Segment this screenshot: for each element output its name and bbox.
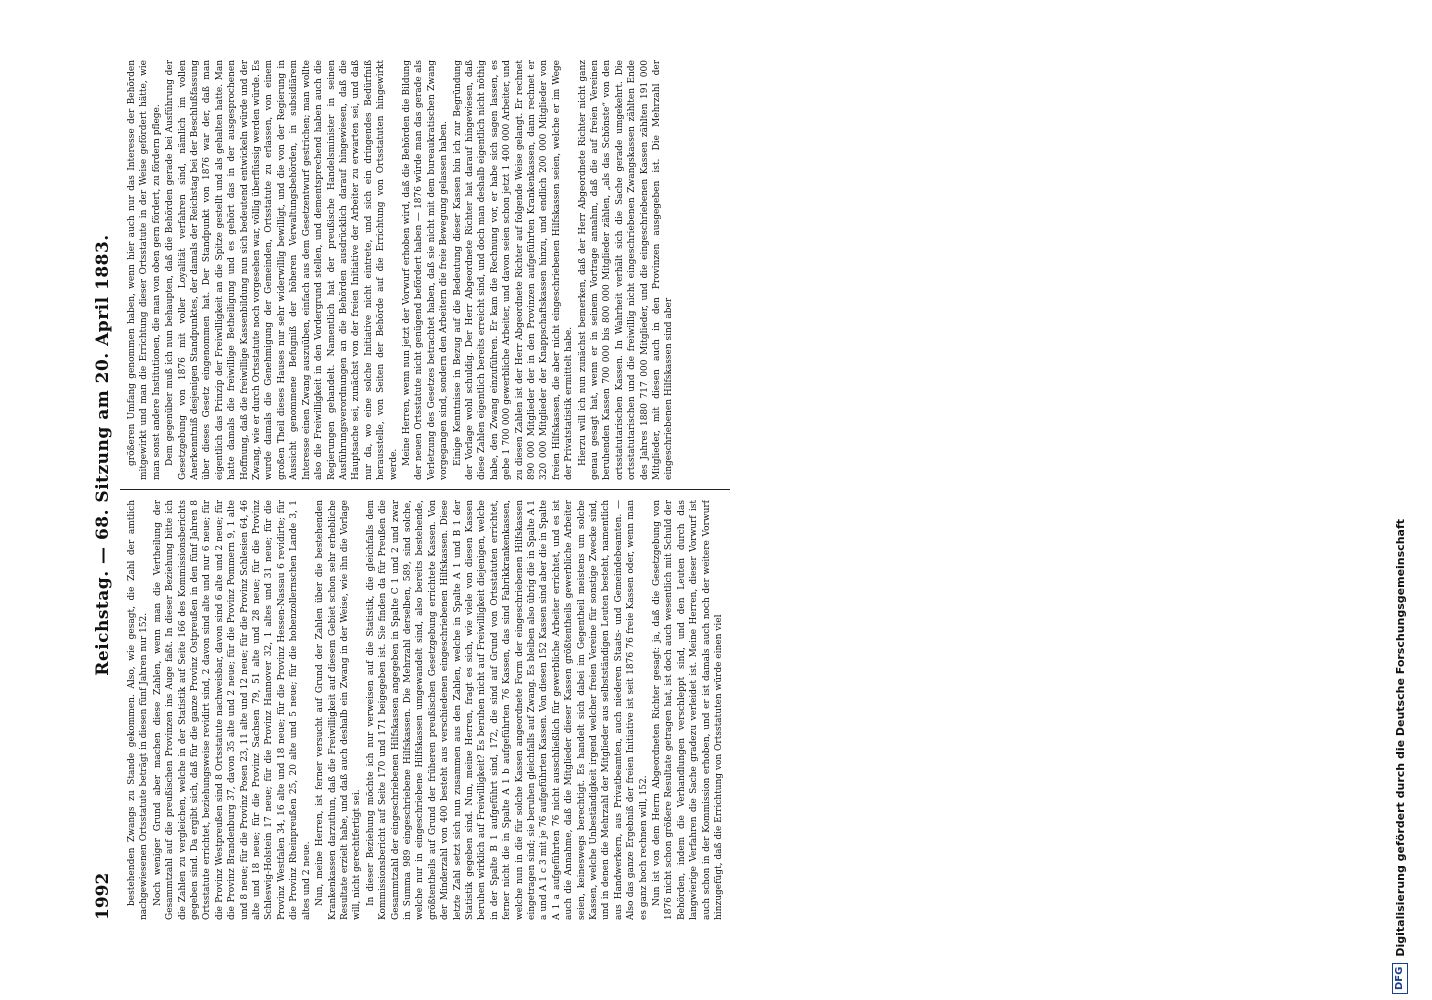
digitization-footer <box>1390 394 1410 994</box>
text-column-right <box>126 60 726 480</box>
paragraph: Noch weniger Grund aber machen diese Zahlen, wenn man die Vertheilung der Gesammtzahl auf die preußischen Provinzen ins Auge faßt. In dieser Beziehung bitte ich die Zahlen zu vergleichen, welche in der Statistik auf Seite 166 des Kommissionsberichts gegeben sind. Da ergibt sich, daß für die ganze Provinz Ostpreußen in den fünf Jahren 8 Ortsstatute errichtet, beziehungsweise revidirt sind, 2 davon sind alte und nur 6 neue; für die Provinz Westpreußen sind 8 Ortsstatute nachweisbar, davon sind 6 alte und 2 neue; für die Provinz Brandenburg 37, davon 35 alte und 2 neue; für die Provinz Pommern 9, 1 alte und 8 neue; für die Provinz Posen 23, 11 alte und 12 neue; für die Provinz Schlesien 64, 46 alte und 18 neue; für die Provinz Sachsen 79, 51 alte und 28 neue; für die Provinz Schleswig-Holstein 17 neue; für die Provinz Hannover 32, 1 altes und 31 neue; für die Provinz Westfalen 34, 16 alte und 18 neue; für die Provinz Hessen-Nassau 6 revidirte; für die Provinz Rheinpreußen 25, 20 alte und 5 neue; für die hohenzollernschen Lande 3, 1 altes und 2 neue. <box>152 500 312 920</box>
paragraph: Hierzu will ich nun zunächst bemerken, daß der Herr Abgeordnete Richter nicht ganz genau gesagt hat, wenn er in seinem Vortrage annahm, daß die auf freien Vereinen beruhenden Kassen 700 000 bis 800 000 Mitglieder zählen, „als das Schönste“ von den ortsstatutarischen Kassen. In Wahrheit verhält sich die Sache gerade umgekehrt. Die ortsstatutarischen und die freiwillig nicht eingeschriebenen Zwangskassen zählten Ende des Jahres 1880 717 000 Mitglieder, und die eingeschriebenen Kassen zählten 191 000 Mitglieder, mit diesen auch in den Provinzen ausgegeben ist. Die Mehrzahl der eingeschriebenen Hilfskassen sind aber <box>577 60 675 480</box>
paragraph: Einige Kenntnisse in Bezug auf die Bedeutung dieser Kassen bin ich zur Begründung der Vorlage wohl schuldig. Der Herr Abgeordnete Richter hat darauf hingewiesen, daß diese Zahlen eigentlich bereits erreicht sind, und doch man deshalb eigentlich nicht nöthig habe, den Zwang einzuführen. Er kam die Rechnung vor, er habe sich sagen lassen, es gebe 1 700 000 gewerbliche Arbeiter, und davon seien schon jetzt 1 400 000 Arbeiter, und zu diesen Zahlen ist der Herr Abgeordnete Richter auf folgende Weise gelangt. Er rechnet 890 000 Mitglieder der in den Provinzen aufgeführten Krankenkassen, dann rechnet er 320 000 Mitglieder der Knappschaftskassen hinzu, und endlich 200 000 Mitglieder von freien Hilfskassen, die aber nicht eingeschriebenen Hilfskassen seien, welche er im Wege der Privatstatistik ermittelt habe. <box>452 60 575 480</box>
footer-text: Digitalisierung gefördert durch die Deutsche Forschungsgemeinschaft <box>1393 518 1407 957</box>
paragraph: In dieser Beziehung möchte ich nur verweisen auf die Statistik, die gleichfalls dem Kommissionsbericht auf Seite 170 und 171 beigegeben ist. Sie finden da für Preußen die Gesammtzahl der eingeschriebenen Hilfskassen angegeben in Spalte C 1 und 2 und zwar in Summa 989 eingeschriebene Hilfskassen. Die Mehrzahl derselben, 589, sind solche, welche nur in eingeschriebene Hilfskassen umgewandelt sind, also bereits bestehende, größtentheils auf Grund der früheren preußischen Gesetzgebung errichtete Kassen. Von der Minderzahl von 400 besteht aus verschiedenen eingeschriebenen Hilfskassen. Diese letzte Zahl setzt sich nun zusammen aus den Zahlen, welche in Spalte A 1 und B 1 der Statistik gegeben sind. Nun, meine Herren, fragt es sich, wie viele von diesen Kassen beruhen wirklich auf Freiwilligkeit? Es beruhen nicht auf Freiwilligkeit diejenigen, welche in der Spalte B 1 aufgeführt sind, 172, die sind auf Grund von Ortsstatuten errichtet, ferner nicht die in Spalte A 1 b aufgeführten 76 Kassen, das sind Fabrikkrankenkassen, welche nun in die für solche Kassen angeordnete Form der eingeschriebenen Hilfskassen eingetragen sind; sie beruhen gleichfalls auf Zwang. Es bleiben also übrig die in Spalte A 1 a und A 1 c 3 mit je 76 aufgeführten Kassen. Von diesen 152 Kassen sind aber die in Spalte A 1 a aufgeführten 76 nicht ausschließlich für gewerbliche Arbeiter errichtet, und es ist auch die Annahme, daß die Mitglieder dieser Kassen größtentheils gewerbliche Arbeiter seien, keineswegs berechtigt. Es handelt sich dabei im Gegentheil meistens um solche Kassen, welche Unbeständigkeit irgend welcher freien Vereine für sonstige Zwecke sind, und in denen die Mehrzahl der Mitglieder aus selbstständigen Leuten besteht, namentlich aus Handwerkern, aus Privatbeamten, auch niederen Staats- und Gemeindebeamten. — Also das ganze Ergebniß der freien Initiative ist seit 1876 76 freie Kassen oder, wenn man es ganz hoch rechnen will, 152. <box>365 500 649 920</box>
dfg-logo: DFG <box>1392 963 1408 994</box>
column-divider <box>120 489 730 490</box>
paragraph: Nun, meine Herren, ist ferner versucht auf Grund der Zahlen über die bestehenden Krankenkassen darzuthun, daß die Freiwilligkeit auf diesem Gebiet schon sehr erhebliche Resultate erzielt habe, und daß auch deshalb ein Zwang in der Weise, wie ihn die Vorlage will, nicht gerechtfertigt sei. <box>315 500 363 920</box>
paragraph: größeren Umfang genommen haben, wenn hier auch nur das Interesse der Behörden mitgewirkt und man die Errichtung dieser Ortsstatute in der Weise gefördert hätte, wie man sonst andere Institutionen, die man von oben gern fördert, zu fördern pflege. <box>127 60 162 480</box>
paragraph: bestehenden Zwangs zu Stande gekommen. Also, wie gesagt, die Zahl der amtlich nachgewiesenen Ortsstatute beträgt in diesen fünf Jahren nur 152. <box>127 500 150 920</box>
page-number: 1992 <box>93 872 113 920</box>
page-header <box>90 60 116 920</box>
page-title: Reichstag. — 68. Sitzung am 20. April 1883. <box>93 234 113 676</box>
text-column-left <box>126 500 726 920</box>
paragraph: Nun ist von dem Herrn Abgeordneten Richter gesagt: ja, daß die Gesetzgebung von 1876 nicht schon größere Resultate getragen hat, ist doch auch wesentlich mit Schuld der Behörden, indem die Verhandlungen verschleppt sind, und den Leuten durch das langwierige Verfahren die Sache gradezu verleidet ist. Meine Herren, dieser Vorwurf ist auch schon in der Kommission erhoben, und er ist damals auch noch der weitere Vorwurf hinzugefügt, daß die Errichtung von Ortsstatuten würde einen viel <box>652 500 725 920</box>
document-page <box>90 60 1350 920</box>
paragraph: Dem gegenüber muß ich nun behaupten, daß die Behörden gerade bei Ausführung der Gesetzgebung von 1876 mit voller Loyalität verfahren sind, nämlich im vollen Anerkenntniß desjenigen Standpunktes, der damals der Reichstag bei der Beschlußfassung über dieses Gesetz eingenommen hat. Der Standpunkt von 1876 war der, daß man eigentlich das Prinzip der Freiwilligkeit an die Spitze gestellt und als gehalten hatte. Man hatte damals die freiwillige Betheiligung und es gehört das in der ausgesprochenen Hoffnung, daß die freiwillige Kassenbildung nun sich bedeutend entwickeln würde und der Zwang, wie er durch Ortsstatute noch vorgesehen war, völlig überflüssig werden würde. Es wurde damals die Genehmigung der Gemeinden, Ortsstatute zu erlassen, von einem großen Theil dieses Hauses nur sehr widerwillig bewilligt, und die von der Regierung in Aussicht genommene Befugniß der höheren Verwaltungsbehörden, in subsidiärem Interesse einen Zwang auszuüben, einfach aus dem Gesetzentwurf gestrichen; man wollte also die Freiwilligkeit in den Vordergrund stellen, und dementsprechend haben auch die Regierungen gehandelt. Namentlich hat der preußische Handelsminister in seinen Ausführungsverordnungen an die Behörden ausdrücklich darauf hingewiesen, daß die Hauptsache sei, zunächst von der freien Initiative der Arbeiter zu erwarten sei, und daß nur da, wo eine solche Initiative nicht eintrete, und sich ein dringendes Bedürfniß herausstelle, von Seiten der Behörde auf die Errichtung von Ortsstatuten hingewirkt werde. <box>165 60 399 480</box>
paragraph: Meine Herren, wenn nun jetzt der Vorwurf erhoben wird, daß die Behörden die Bildung der neuen Ortsstatute nicht genügend befördert haben — 1876 würde man das gerade als Verletzung des Gesetzes betrachtet haben, daß sie nicht mit dem bureaukratischen Zwang vorgegangen sind, sondern den Arbeitern die freie Bewegung gelassen haben. <box>401 60 450 480</box>
